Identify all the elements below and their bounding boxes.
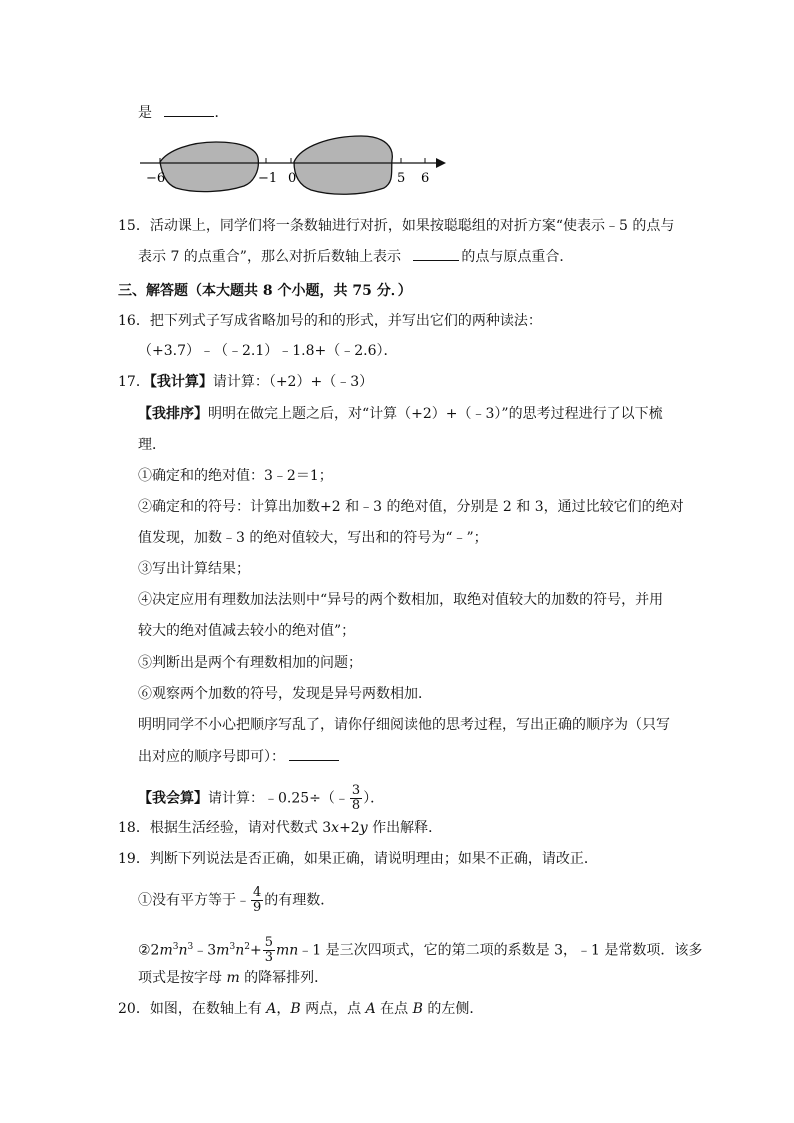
fraction-3-8 bbox=[350, 784, 362, 813]
q14-prefix: 是 bbox=[138, 105, 152, 121]
point-b: B bbox=[290, 1001, 301, 1017]
point-b-ref: B bbox=[412, 1001, 423, 1017]
fraction-numerator: 3 bbox=[351, 783, 361, 798]
fraction-numerator: 5 bbox=[264, 935, 273, 950]
var-x: x bbox=[331, 820, 340, 836]
tick-label-0: 0 bbox=[288, 171, 297, 186]
q19-s1-suffix: 的有理数． bbox=[264, 892, 335, 909]
fraction-numerator: 4 bbox=[253, 885, 262, 900]
q17-line3: 理． bbox=[138, 437, 166, 453]
q17-sort-text: 明明在做完上题之后，对“计算（+2）+（﹣3）”的思考过程进行了以下梳 bbox=[208, 406, 663, 422]
tick-label-minus6: −6 bbox=[146, 171, 166, 186]
fraction-denominator: 3 bbox=[264, 950, 273, 965]
q14-answer-line: 是 ． bbox=[138, 102, 228, 123]
q17-tag-calc: 【我计算】 bbox=[149, 374, 213, 390]
fraction-denominator: 9 bbox=[253, 900, 262, 915]
q15-line2-suffix: 的点与原点重合． bbox=[461, 249, 574, 265]
q19-line1: 19．判断下列说法是否正确，如果正确，请说明理由；如果不正确，请改正． bbox=[118, 851, 598, 867]
left-blob bbox=[160, 142, 258, 192]
q20-comma: ， bbox=[276, 1001, 291, 1017]
q19-statement2: $②2m^3n^3﹣3m^3n^2+$ $\frac{5}{3}$ mn﹣1 是三次四项式，它的第二项的系数是 3，﹣1 是常数项．该多 bbox=[138, 935, 703, 965]
q17-prompt2-text: 出对应的顺序号即可）： bbox=[138, 749, 285, 765]
point-a-ref: A bbox=[365, 1001, 376, 1017]
q19-s2-prefix: ②2 bbox=[138, 942, 160, 959]
q17-line2 bbox=[138, 404, 663, 424]
q19-statement1 bbox=[138, 886, 334, 915]
q15-line2 bbox=[138, 246, 573, 267]
q16-expression: （+3.7）﹣（﹣2.1）﹣1.8+（﹣2.6）． bbox=[138, 343, 398, 359]
q17-step2a: ②确定和的符号：计算出加数+2 和﹣3 的绝对值，分别是 2 和 3，通过比较它们的绝对 bbox=[138, 499, 684, 515]
q17-step6: ⑥观察两个加数的符号，发现是异号两数相加． bbox=[138, 686, 432, 702]
section-3-heading: 三、解答题（本大题共 8 个小题，共 75 分．） bbox=[118, 283, 412, 299]
tick-label-6: 6 bbox=[421, 171, 430, 186]
q17-calc-text: 请计算：（+2）+（﹣3） bbox=[212, 374, 374, 390]
q20-prefix: 20．如图，在数轴上有 bbox=[118, 1001, 267, 1017]
axis-arrow bbox=[436, 158, 446, 168]
q17-compute-prefix: 请计算：﹣0.25÷（﹣ bbox=[208, 790, 349, 807]
q17-compute-line bbox=[138, 784, 384, 813]
q18-line bbox=[118, 818, 442, 838]
answer-blank[interactable] bbox=[289, 746, 339, 761]
q20-mid: 两点，点 bbox=[300, 1001, 366, 1017]
number-line-figure bbox=[136, 130, 456, 196]
q16-line1: 16．把下列式子写成省略加号的和的形式，并写出它们的两种读法： bbox=[118, 313, 542, 329]
fraction-5-3 bbox=[263, 936, 275, 965]
tick-label-5: 5 bbox=[397, 171, 406, 186]
q17-number: 17． bbox=[118, 374, 150, 390]
q17-prompt2 bbox=[138, 746, 339, 767]
q15-line2-prefix: 表示 7 的点重合”，那么对折后数轴上表示 bbox=[138, 249, 401, 265]
answer-blank[interactable] bbox=[164, 102, 214, 117]
q15-line1: 15．活动课上，同学们将一条数轴进行对折，如果按聪聪组的对折方案“使表示﹣5 的点与 bbox=[118, 218, 675, 234]
q20-mid2: 在点 bbox=[375, 1001, 413, 1017]
q17-line1 bbox=[118, 372, 373, 392]
q19-s2-mid1: ﹣3 bbox=[193, 942, 217, 959]
q17-step5: ⑤判断出是两个有理数相加的问题； bbox=[138, 655, 362, 671]
q20-suffix: 的左侧． bbox=[422, 1001, 484, 1017]
q18-suffix: 作出解释． bbox=[367, 820, 443, 836]
q19-s2-suffix: ﹣1 是三次四项式，它的第二项的系数是 3，﹣1 是常数项．该多 bbox=[298, 942, 703, 959]
q17-step2b: 值发现，加数﹣3 的绝对值较大，写出和的符号为“﹣”； bbox=[138, 530, 488, 546]
q17-compute-suffix: ）． bbox=[363, 790, 385, 807]
fraction-denominator: 8 bbox=[351, 798, 361, 813]
q17-step1: ①确定和的绝对值：3﹣2＝1； bbox=[138, 468, 333, 484]
q19-s1-prefix: ①没有平方等于﹣ bbox=[138, 892, 250, 909]
q17-tag-compute: 【我会算】 bbox=[138, 790, 208, 807]
q19-s3-prefix: 项式是按字母 bbox=[138, 970, 227, 986]
q20-line bbox=[118, 999, 483, 1019]
q17-step4b: 较大的绝对值减去较小的绝对值”； bbox=[138, 623, 356, 639]
q17-step3: ③写出计算结果； bbox=[138, 561, 250, 577]
q17-prompt1: 明明同学不小心把顺序写乱了，请你仔细阅读他的思考过程，写出正确的顺序为（只写 bbox=[138, 717, 670, 733]
answer-blank[interactable] bbox=[413, 246, 459, 261]
fraction-4-9 bbox=[251, 886, 263, 915]
q19-statement2-cont bbox=[138, 968, 328, 988]
q19-s2-mid2: + bbox=[249, 942, 262, 959]
tick-label-minus1: −1 bbox=[258, 171, 278, 186]
right-blob bbox=[294, 136, 392, 194]
point-a: A bbox=[266, 1001, 277, 1017]
q18-mid: +2 bbox=[339, 820, 360, 836]
q17-step4a: ④决定应用有理数加法法则中“异号的两个数相加，取绝对值较大的加数的符号，并用 bbox=[138, 592, 664, 608]
q19-s3-suffix: 的降幂排列． bbox=[239, 970, 329, 986]
var-m: m bbox=[226, 970, 240, 986]
q18-prefix: 18．根据生活经验，请对代数式 3 bbox=[118, 820, 332, 836]
var-y: y bbox=[359, 820, 368, 836]
q17-tag-sort: 【我排序】 bbox=[138, 406, 208, 422]
